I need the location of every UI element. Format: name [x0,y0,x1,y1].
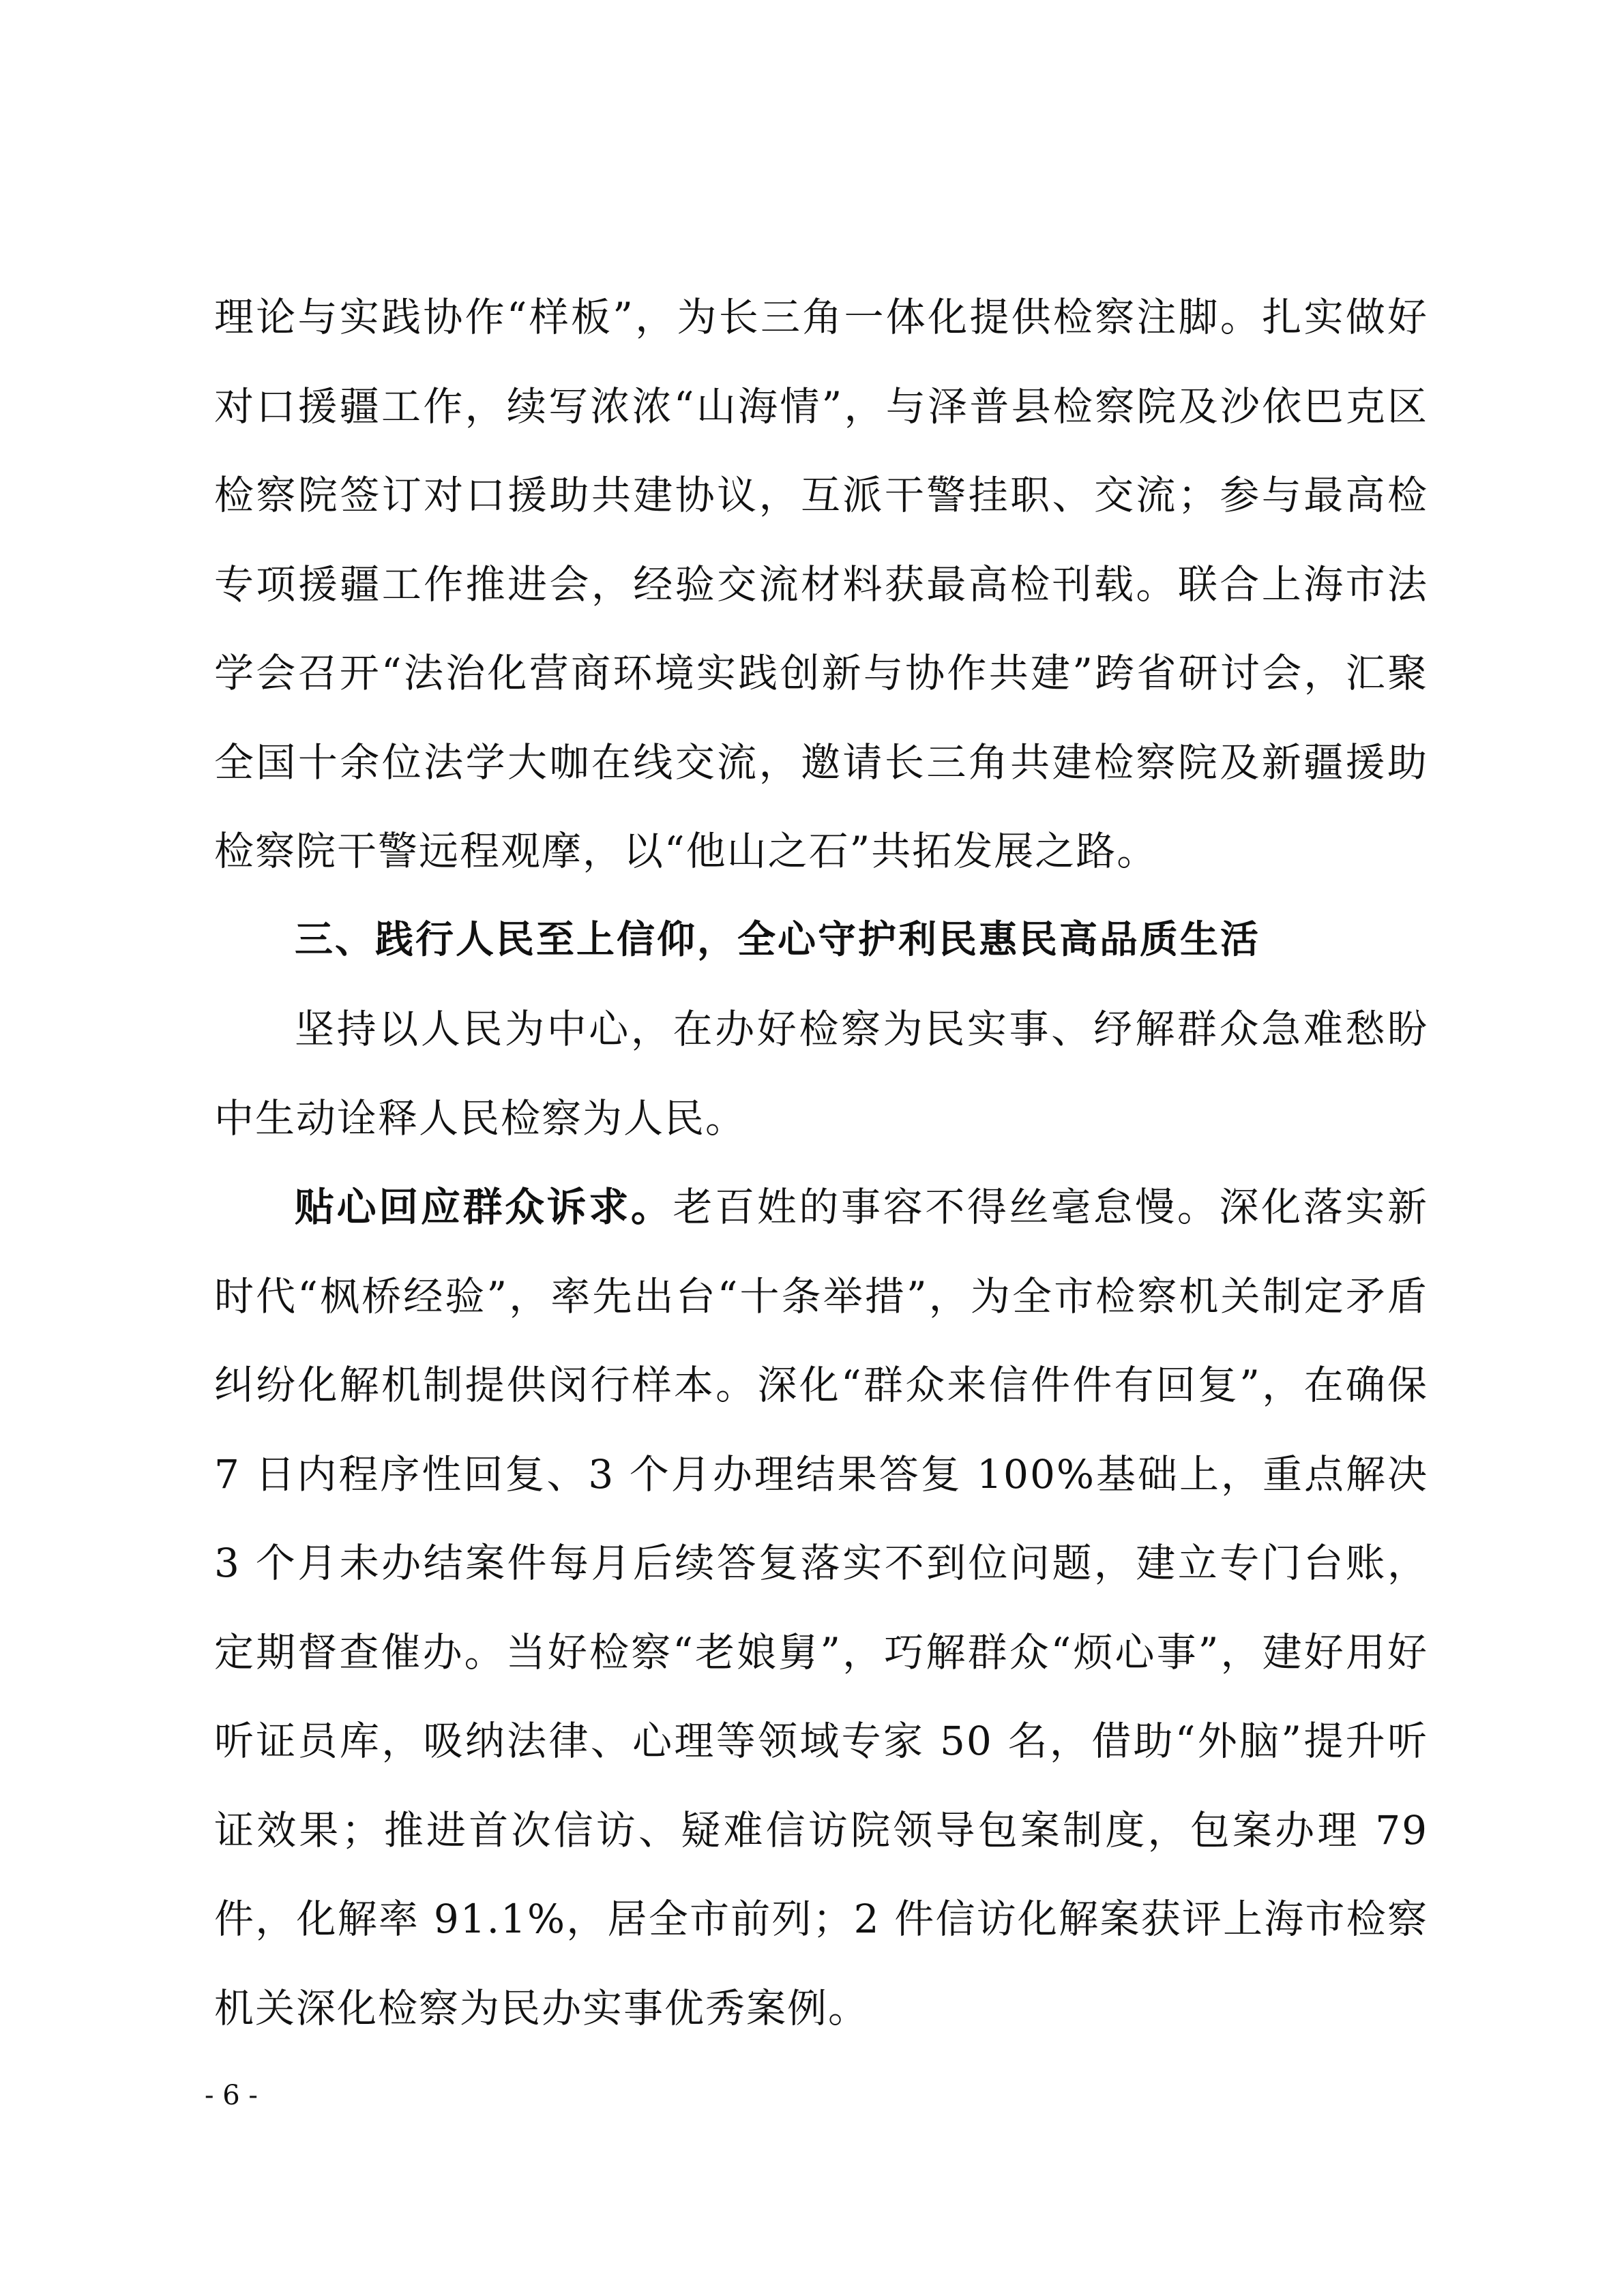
document-body [214,273,1428,2053]
lead-paragraph-body: 老百姓的事容不得丝毫怠慢。深化落实新时代“枫桥经验”，率先出台“十条举措”，为全市检察机关制定矛盾纠纷化解机制提供闵行样本。深化“群众来信件件有回复”，在确保 7 日内程序性回复、3 个月办理结果答复 100%基础上，重点解决 3 个月未办结案件每月后续答复落实不到位问题，建立专门台账，定期督查催办。当好检察“老娘舅”，巧解群众“烦心事”，建好用好听证员库，吸纳法律、心理等领域专家 50 名，借助“外脑”提升听证效果；推进首次信访、疑难信访院领导包案制度，包案办理 79 件，化解率 91.1%，居全市前列；2 件信访化解案获评上海市检察机关深化检察为民办实事优秀案例。 [214,1184,1428,2031]
lead-paragraph [214,1163,1428,2053]
section-heading: 三、践行人民至上信仰，全心守护利民惠民高品质生活 [295,917,1260,962]
body-paragraph-continued: 理论与实践协作“样板”，为长三角一体化提供检察注脚。扎实做好对口援疆工作，续写浓浓“山海情”，与泽普县检察院及沙依巴克区检察院签订对口援助共建协议，互派干警挂职、交流；参与最高检专项援疆工作推进会，经验交流材料获最高检刊载。联合上海市法学会召开“法治化营商环境实践创新与协作共建”跨省研讨会，汇聚全国十余位法学大咖在线交流，邀请长三角共建检察院及新疆援助检察院干警远程观摩，以“他山之石”共拓发展之路。 [214,294,1428,874]
intro-paragraph: 坚持以人民为中心，在办好检察为民实事、纾解群众急难愁盼中生动诠释人民检察为人民。 [214,1006,1428,1142]
page-number: - 6 - [205,2080,258,2111]
bold-lead-sentence: 贴心回应群众诉求。 [295,1184,673,1230]
